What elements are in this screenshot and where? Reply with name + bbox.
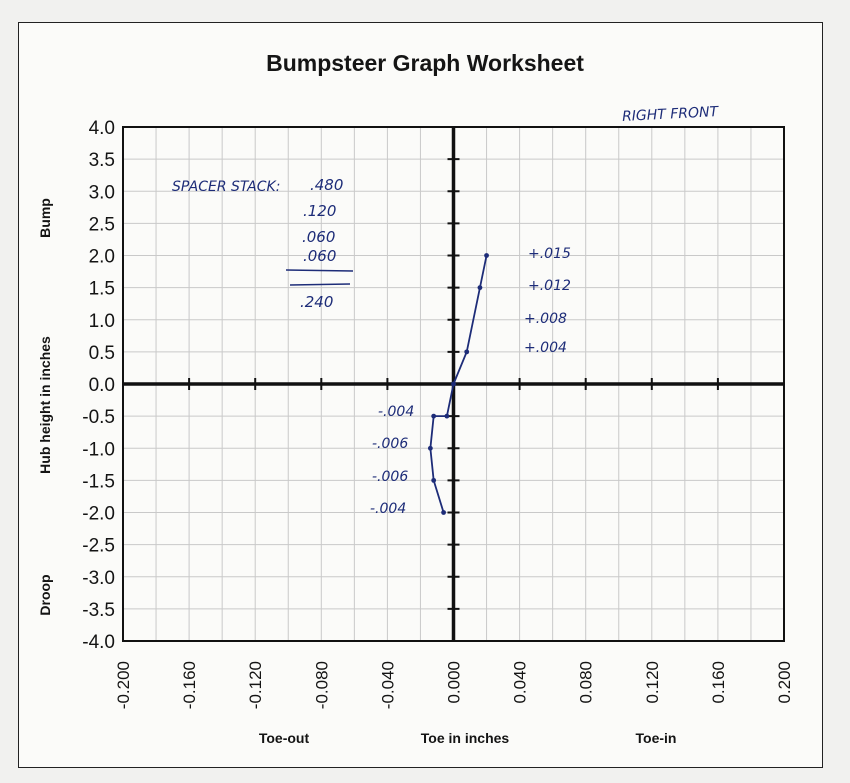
y-tick-label: 0.0 bbox=[88, 375, 115, 396]
y-tick-label: 1.0 bbox=[88, 310, 115, 332]
y-tick-label: -4.0 bbox=[82, 632, 115, 653]
handwritten-droop-note-3: -.006 bbox=[372, 469, 409, 485]
y-tick-label: 2.0 bbox=[88, 246, 115, 268]
y-tick-label: 4.0 bbox=[88, 118, 115, 139]
handwritten-droop-note-1: -.004 bbox=[378, 404, 415, 420]
y-axis-label: Hub height in inches bbox=[37, 336, 53, 474]
y-tick-labels bbox=[82, 118, 115, 653]
x-tick-label: 0.080 bbox=[576, 661, 596, 704]
data-point bbox=[478, 285, 483, 290]
handwritten-spacer-value-2: .120 bbox=[303, 202, 337, 220]
x-tick-label: 0.000 bbox=[444, 661, 464, 704]
x-axis-label: Toe in inches bbox=[420, 730, 510, 746]
x-tick-label: 0.200 bbox=[775, 661, 794, 704]
y-tick-label: 3.0 bbox=[88, 182, 115, 204]
handwritten-sum-line-2 bbox=[290, 284, 350, 285]
y-tick-label: -3.0 bbox=[82, 567, 115, 589]
x-right-label: Toe-in bbox=[635, 730, 677, 746]
handwritten-corner-note: RIGHT FRONT bbox=[621, 104, 719, 126]
handwritten-bump-note-1: +.015 bbox=[528, 246, 571, 262]
y-tick-label: -0.5 bbox=[82, 407, 115, 429]
chart-title: Bumpsteer Graph Worksheet bbox=[266, 50, 584, 76]
data-point bbox=[431, 414, 436, 419]
handwritten-droop-note-2: -.006 bbox=[372, 436, 409, 452]
x-tick-label: -0.040 bbox=[378, 661, 398, 710]
y-tick-label: 2.5 bbox=[88, 214, 115, 236]
x-tick-label: 0.040 bbox=[510, 661, 530, 704]
data-point bbox=[431, 478, 436, 483]
handwritten-droop-note-4: -.004 bbox=[370, 501, 407, 517]
handwritten-bump-note-2: +.012 bbox=[528, 278, 571, 294]
handwritten-spacer-total: .240 bbox=[300, 293, 334, 311]
data-point bbox=[464, 349, 469, 354]
y-tick-label: -2.5 bbox=[82, 535, 115, 557]
handwritten-spacer-value-3: .060 bbox=[302, 228, 336, 246]
data-point bbox=[451, 382, 456, 387]
data-point bbox=[444, 414, 449, 419]
x-tick-label: 0.160 bbox=[708, 661, 728, 704]
x-tick-label: -0.160 bbox=[180, 661, 200, 710]
y-top-label: Bump bbox=[37, 198, 53, 238]
x-tick-label: -0.200 bbox=[114, 661, 133, 710]
y-tick-label: 3.5 bbox=[88, 150, 115, 172]
handwritten-spacer-value-1: .480 bbox=[310, 176, 344, 194]
handwritten-bump-note-4: +.004 bbox=[524, 340, 567, 356]
x-tick-label: 0.120 bbox=[642, 661, 662, 704]
y-tick-label: -2.0 bbox=[82, 503, 115, 525]
x-tick-label: -0.120 bbox=[246, 661, 266, 710]
data-point bbox=[484, 253, 489, 258]
y-tick-label: -1.0 bbox=[82, 439, 115, 461]
y-tick-label: -1.5 bbox=[82, 471, 115, 493]
y-tick-label: 1.5 bbox=[88, 278, 115, 300]
handwritten-spacer-label: SPACER STACK: bbox=[172, 179, 281, 195]
y-bottom-label: Droop bbox=[37, 574, 53, 616]
y-tick-label: -3.5 bbox=[82, 599, 115, 621]
handwritten-bump-note-3: +.008 bbox=[524, 311, 567, 327]
data-point bbox=[441, 510, 446, 515]
x-left-label: Toe-out bbox=[258, 730, 310, 746]
x-tick-label: -0.080 bbox=[312, 661, 332, 710]
handwritten-sum-line-1 bbox=[286, 270, 353, 271]
y-tick-label: 0.5 bbox=[88, 342, 115, 364]
data-point bbox=[428, 446, 433, 451]
x-tick-labels bbox=[114, 661, 794, 709]
handwritten-spacer-value-4: .060 bbox=[303, 247, 337, 265]
